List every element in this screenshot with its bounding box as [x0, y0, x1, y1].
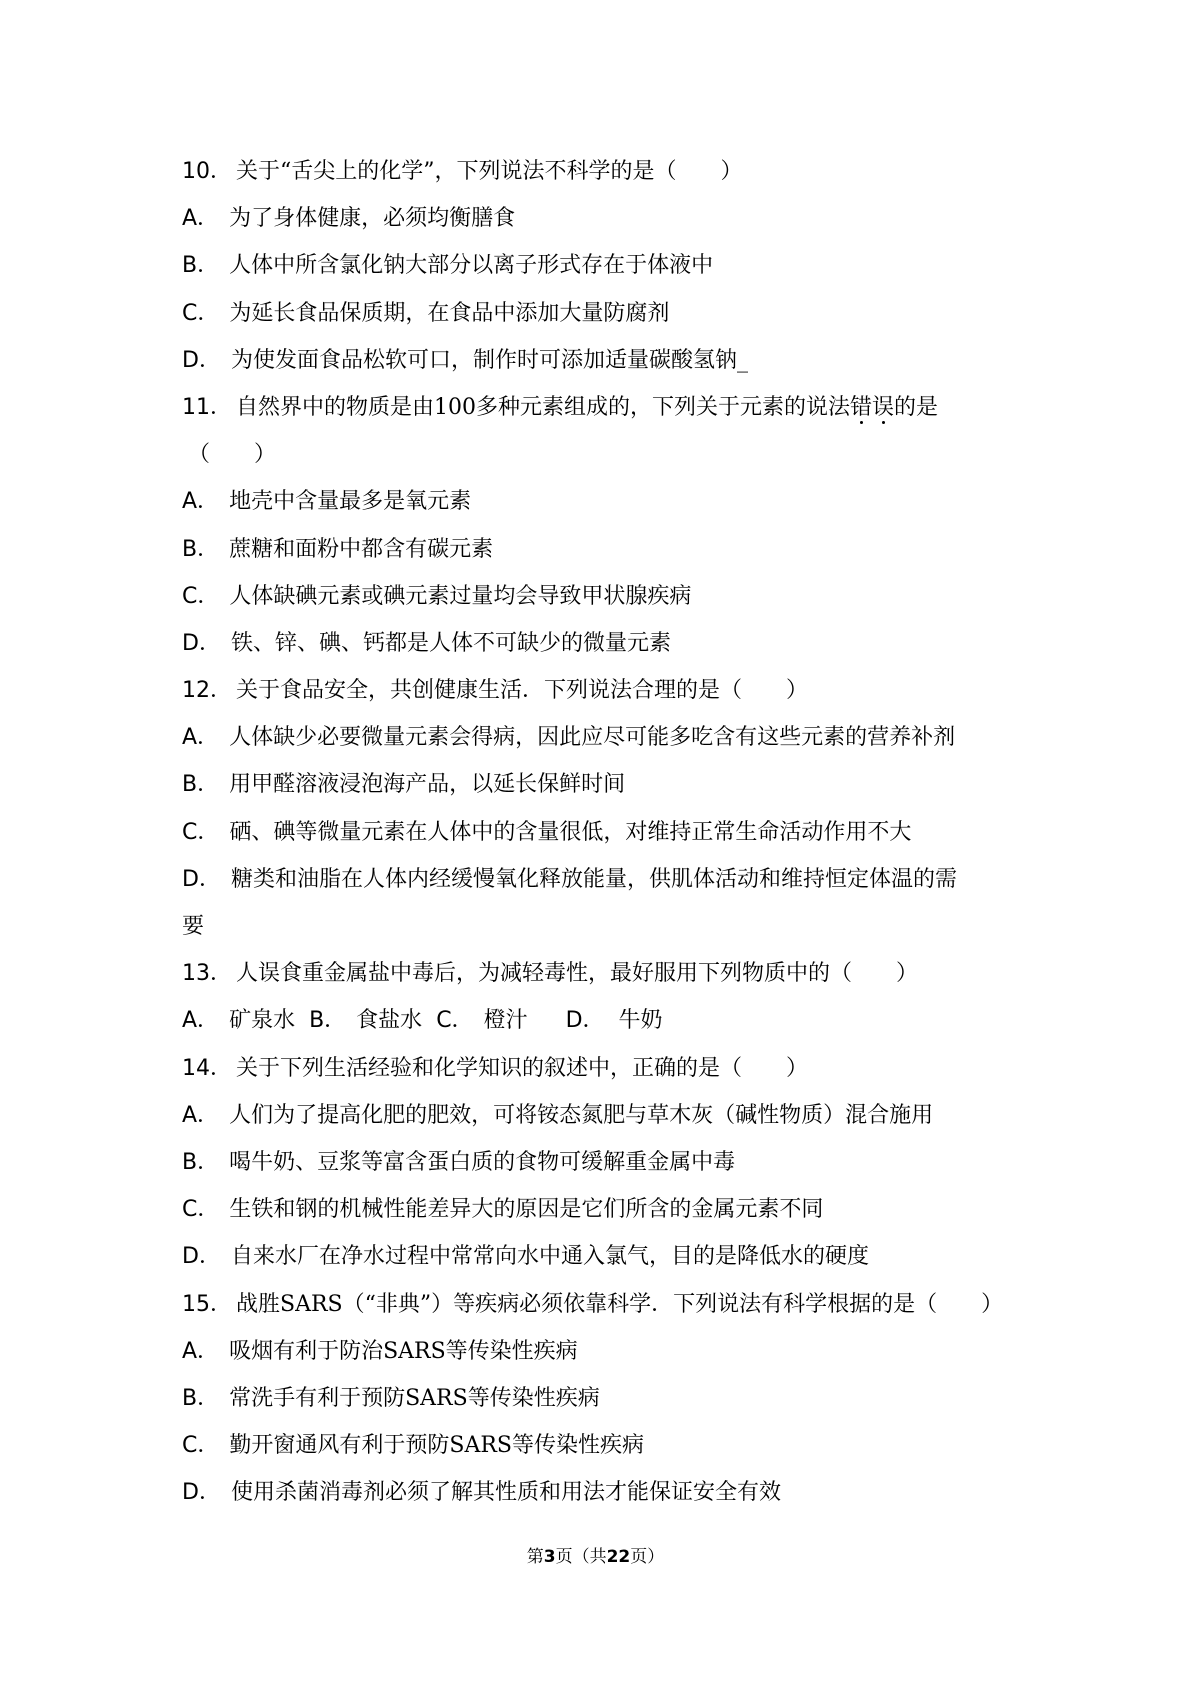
option-label: C． — [182, 1197, 220, 1223]
question-number: 14． — [182, 1055, 232, 1081]
question-number: 15． — [182, 1291, 232, 1317]
option-label: A． — [182, 489, 220, 515]
option-label: D． — [182, 630, 221, 656]
option-label: B． — [182, 1149, 220, 1175]
option-text: 自来水厂在净水过程中常常向水中通入氯气，目的是降低水的硬度 — [230, 1244, 869, 1270]
question-text: 人误食重金属盐中毒后，为减轻毒性，最好服用下列物质中的（ ） — [236, 961, 919, 987]
option-label: C． — [182, 300, 220, 326]
question-15-option-a — [182, 1328, 1042, 1375]
question-11-stem-continued — [182, 431, 1042, 478]
question-text: 的是 — [894, 394, 939, 420]
total-page-count: 22 — [606, 1547, 631, 1567]
option-label: D． — [182, 1244, 221, 1270]
question-15-option-d — [182, 1469, 1042, 1516]
option-text: 硒、碘等微量元素在人体中的含量很低，对维持正常生命活动作用不大 — [229, 819, 912, 845]
question-10-option-c — [182, 290, 1042, 337]
question-14-stem — [182, 1045, 1042, 1092]
page-footer — [0, 1542, 1191, 1567]
question-14-option-a — [182, 1092, 1042, 1139]
option-text: 常洗手有利于预防SARS等传染性疾病 — [229, 1385, 600, 1411]
question-10-option-a — [182, 195, 1042, 242]
current-page-number: 3 — [543, 1547, 556, 1567]
question-12-option-a — [182, 714, 1042, 761]
question-15-option-b — [182, 1375, 1042, 1422]
option-label: A． — [182, 1338, 220, 1364]
option-text: 为使发面食品松软可口，制作时可添加适量碳酸氢钠_ — [230, 347, 748, 373]
question-10-stem — [182, 148, 1042, 195]
question-12-option-c — [182, 809, 1042, 856]
question-number: 10． — [182, 159, 232, 184]
footer-middle: 页（共 — [555, 1547, 607, 1567]
question-14-option-b — [182, 1139, 1042, 1186]
option-label: D． — [182, 866, 221, 892]
option-text: 喝牛奶、豆浆等富含蛋白质的食物可缓解重金属中毒 — [229, 1149, 736, 1175]
option-label: A． — [182, 206, 220, 232]
question-number: 11． — [182, 394, 232, 420]
question-text: 关于下列生活经验和化学知识的叙述中，正确的是（ ） — [236, 1055, 809, 1081]
option-text: 橙汁 — [483, 1008, 528, 1034]
option-text: 用甲醛溶液浸泡海产品，以延长保鲜时间 — [229, 772, 626, 798]
option-label: D． — [565, 1008, 605, 1034]
option-label: B． — [182, 536, 220, 562]
question-text: 战胜SARS（“非典”）等疾病必须依靠科学．下列说法有科学根据的是（ ） — [236, 1291, 1004, 1317]
question-14-option-c — [182, 1186, 1042, 1233]
emphasis-char: 错 — [850, 394, 873, 420]
question-11-stem — [182, 384, 1042, 431]
option-text: 人体中所含氯化钠大部分以离子形式存在于体液中 — [229, 253, 714, 279]
option-label: A． — [182, 1102, 220, 1128]
option-text: 使用杀菌消毒剂必须了解其性质和用法才能保证安全有效 — [230, 1480, 781, 1506]
question-text: 关于食品安全，共创健康生活．下列说法合理的是（ ） — [236, 678, 809, 704]
question-13-stem — [182, 950, 1042, 997]
option-label: D． — [182, 1480, 221, 1506]
option-text: 地壳中含量最多是氧元素 — [229, 489, 472, 515]
question-13-options — [182, 997, 1042, 1044]
footer-suffix: 页） — [630, 1547, 665, 1567]
option-text: 人们为了提高化肥的肥效，可将铵态氮肥与草木灰（碱性物质）混合施用 — [229, 1102, 934, 1128]
question-12-option-d-continued — [182, 903, 1042, 950]
option-text: 蔗糖和面粉中都含有碳元素 — [229, 536, 494, 562]
option-label: C． — [182, 1433, 220, 1459]
option-label: A． — [182, 1008, 220, 1034]
option-label: C． — [182, 583, 220, 609]
question-11-option-a — [182, 478, 1042, 525]
question-15-option-c — [182, 1422, 1042, 1469]
option-text: 人体缺碘元素或碘元素过量均会导致甲状腺疾病 — [229, 583, 692, 609]
question-number: 13． — [182, 961, 232, 987]
option-label: C． — [436, 1008, 474, 1034]
question-number: 12． — [182, 678, 232, 704]
option-text: 为延长食品保质期，在食品中添加大量防腐剂 — [229, 300, 670, 326]
option-label: A． — [182, 725, 220, 751]
option-label: B． — [309, 1008, 347, 1034]
emphasis-char: 误 — [872, 394, 895, 420]
footer-prefix: 第 — [526, 1547, 544, 1567]
question-11-option-c — [182, 573, 1042, 620]
option-label: D． — [182, 347, 221, 373]
question-12-option-b — [182, 761, 1042, 808]
option-label: B． — [182, 1385, 220, 1411]
question-10-option-b — [182, 242, 1042, 289]
question-14-option-d — [182, 1233, 1042, 1280]
option-text: 吸烟有利于防治SARS等传染性疾病 — [229, 1338, 578, 1364]
question-10-option-d — [182, 337, 1042, 384]
option-label: B． — [182, 253, 220, 279]
question-11-option-b — [182, 526, 1042, 573]
question-11-option-d — [182, 620, 1042, 667]
question-12-option-d — [182, 856, 1042, 903]
option-text: 矿泉水 — [229, 1008, 296, 1034]
option-label: C． — [182, 819, 220, 845]
question-15-stem — [182, 1281, 1042, 1328]
option-text: 食盐水 — [356, 1008, 423, 1034]
option-label: B． — [182, 772, 220, 798]
question-text: 关于“舌尖上的化学”，下列说法不科学的是（ ） — [236, 159, 743, 184]
option-text: 铁、锌、碘、钙都是人体不可缺少的微量元素 — [230, 630, 671, 656]
question-text: 自然界中的物质是由100多种元素组成的，下列关于元素的说法 — [236, 394, 850, 420]
option-text: 糖类和油脂在人体内经缓慢氧化释放能量，供肌体活动和维持恒定体温的需 — [230, 866, 957, 892]
question-12-stem — [182, 667, 1042, 714]
option-text: 要 — [182, 914, 205, 939]
worksheet-page — [182, 148, 1042, 1516]
option-text: 人体缺少必要微量元素会得病，因此应尽可能多吃含有这些元素的营养补剂 — [229, 725, 956, 751]
option-text: 为了身体健康，必须均衡膳食 — [229, 206, 516, 232]
option-text: 生铁和钢的机械性能差异大的原因是它们所含的金属元素不同 — [229, 1197, 824, 1223]
option-text: 牛奶 — [618, 1008, 663, 1034]
answer-bracket: （ ） — [188, 442, 277, 468]
option-text: 勤开窗通风有利于预防SARS等传染性疾病 — [229, 1433, 644, 1459]
